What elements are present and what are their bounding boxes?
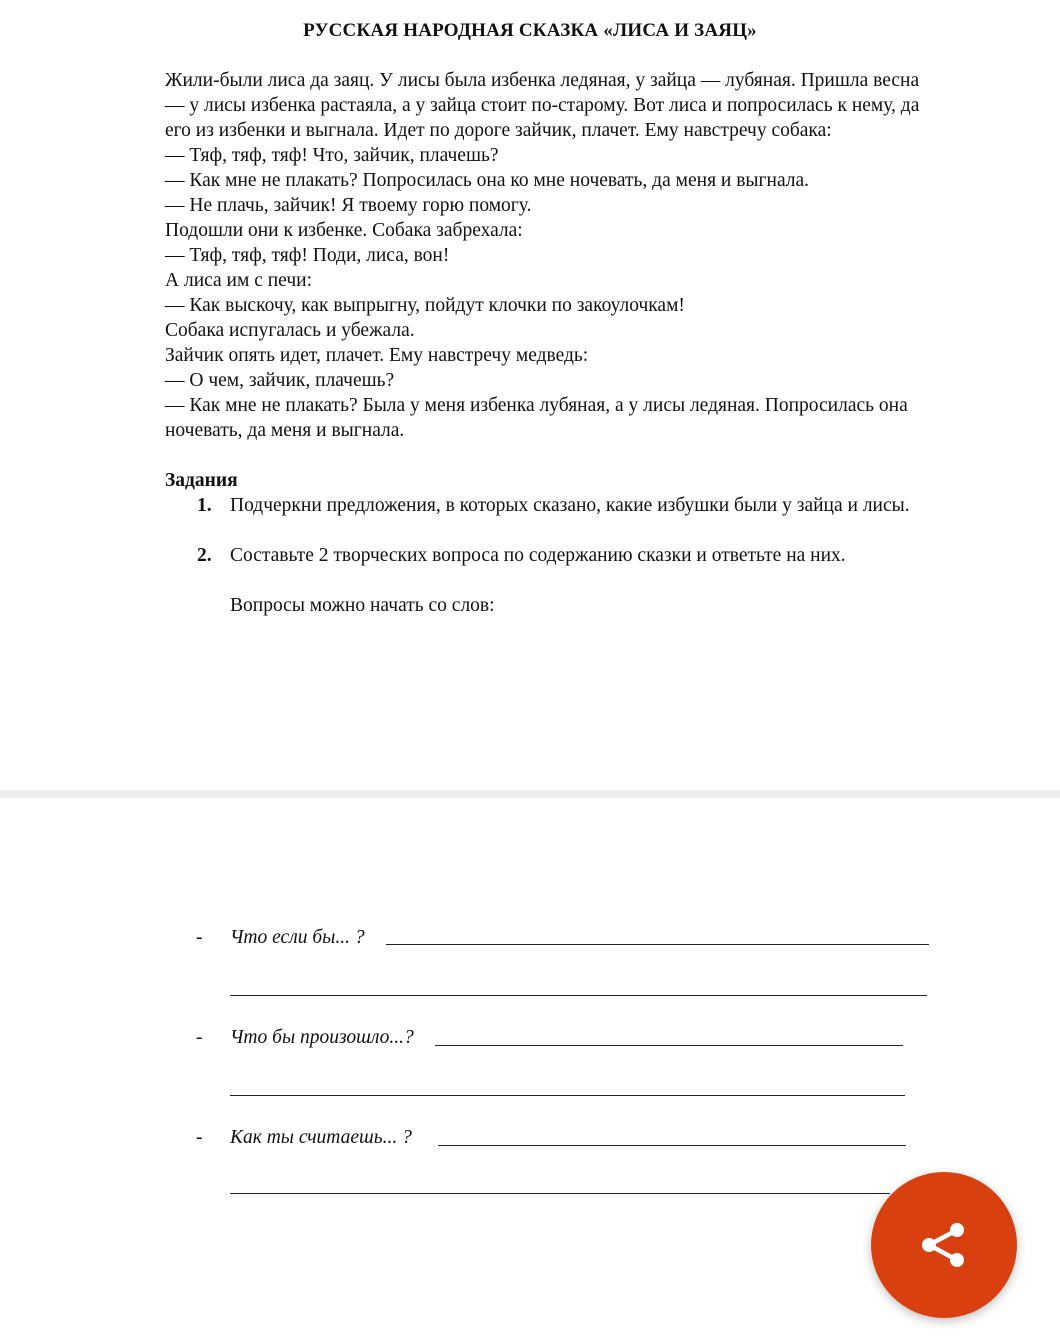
task-item-1 bbox=[197, 495, 910, 517]
document-title: РУССКАЯ НАРОДНАЯ СКАЗКА «ЛИСА И ЗАЯЦ» bbox=[303, 20, 757, 41]
share-icon bbox=[919, 1220, 969, 1270]
list-dash: - bbox=[196, 927, 203, 948]
tasks-heading: Задания bbox=[165, 470, 238, 491]
question-prompt: Что если бы... ? bbox=[230, 927, 365, 948]
story-line: — О чем, зайчик, плачешь? bbox=[165, 370, 395, 391]
story-line: — Как мне не плакать? Была у меня избенка лубяная, а у лисы ледяная. Попросилась она bbox=[165, 395, 908, 416]
story-line: — Тяф, тяф, тяф! Что, зайчик, плачешь? bbox=[165, 145, 499, 166]
question-prompt: Что бы произошло...? bbox=[230, 1027, 414, 1048]
story-line: — Тяф, тяф, тяф! Поди, лиса, вон! bbox=[165, 245, 450, 266]
task-text: Подчеркни предложения, в которых сказано, какие избушки были у зайца и лисы. bbox=[230, 495, 910, 516]
answer-line[interactable] bbox=[230, 1193, 890, 1194]
story-line: Зайчик опять идет, плачет. Ему навстречу медведь: bbox=[165, 345, 589, 366]
questions-hint: Вопросы можно начать со слов: bbox=[230, 595, 495, 616]
story-line: — Как выскочу, как выпрыгну, пойдут клочки по закоулочкам! bbox=[165, 295, 685, 316]
task-number: 2. bbox=[197, 545, 212, 566]
answer-line[interactable] bbox=[435, 1045, 903, 1046]
task-number: 1. bbox=[197, 495, 212, 516]
story-line: его из избенки и выгнала. Идет по дороге зайчик, плачет. Ему навстречу собака: bbox=[165, 120, 832, 141]
question-prompt: Как ты считаешь... ? bbox=[230, 1127, 412, 1148]
story-line: ночевать, да меня и выгнала. bbox=[165, 420, 405, 441]
list-dash: - bbox=[196, 1027, 203, 1048]
story-line: Жили-были лиса да заяц. У лисы была избенка ледяная, у зайца — лубяная. Пришла весна bbox=[165, 70, 920, 91]
question-row-2 bbox=[196, 1027, 414, 1049]
answer-line[interactable] bbox=[230, 1095, 905, 1096]
answer-line[interactable] bbox=[386, 944, 929, 945]
story-line: Собака испугалась и убежала. bbox=[165, 320, 415, 341]
answer-line[interactable] bbox=[438, 1145, 906, 1146]
story-text bbox=[165, 68, 1025, 443]
story-line: — Как мне не плакать? Попросилась она ко мне ночевать, да меня и выгнала. bbox=[165, 170, 810, 191]
question-row-1 bbox=[196, 927, 365, 949]
share-button[interactable] bbox=[871, 1172, 1017, 1318]
story-line: — у лисы избенка растаяла, а у зайца стоит по-старому. Вот лиса и попросилась к нему, да bbox=[165, 95, 920, 116]
page-separator bbox=[0, 790, 1060, 798]
story-line: Подошли они к избенке. Собака забрехала: bbox=[165, 220, 523, 241]
task-text: Составьте 2 творческих вопроса по содержанию сказки и ответьте на них. bbox=[230, 545, 846, 566]
story-line: — Не плачь, зайчик! Я твоему горю помогу. bbox=[165, 195, 532, 216]
question-row-3 bbox=[196, 1127, 412, 1149]
list-dash: - bbox=[196, 1127, 203, 1148]
answer-line[interactable] bbox=[230, 995, 927, 996]
task-item-2 bbox=[197, 545, 846, 567]
story-line: А лиса им с печи: bbox=[165, 270, 312, 291]
